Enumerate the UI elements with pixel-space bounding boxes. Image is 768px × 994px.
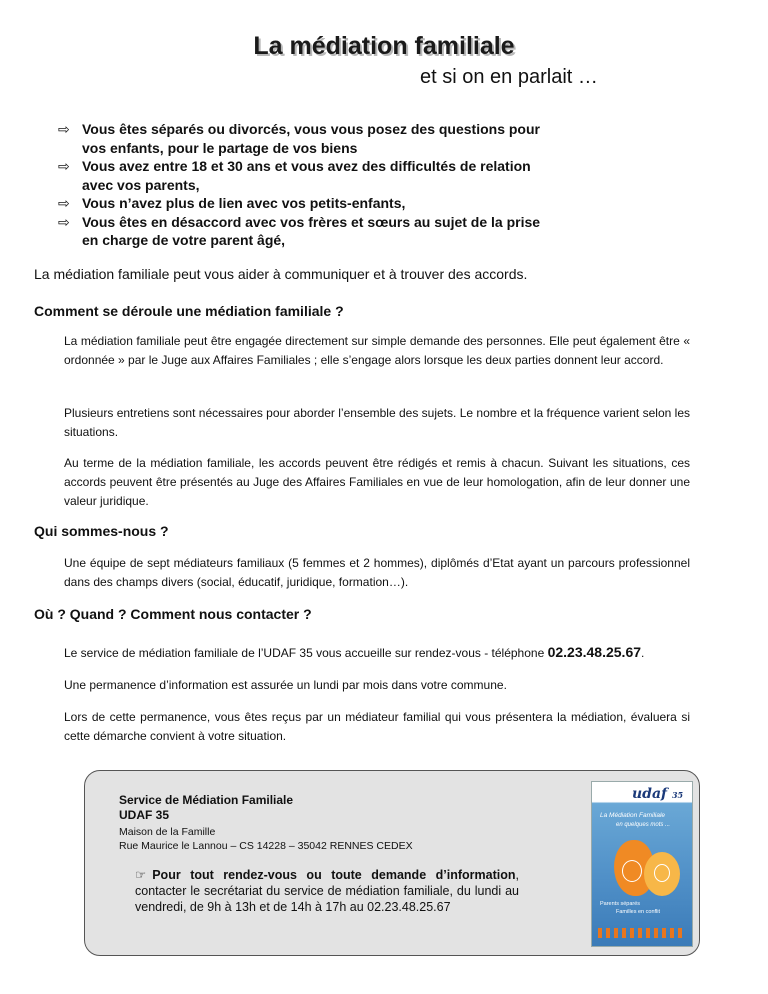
brochure-tagline [600, 900, 660, 916]
arrow-right-outline-icon: ⇨ [58, 121, 70, 137]
people-silhouettes-icon [598, 928, 686, 938]
tagline-line: Parents séparés [600, 901, 641, 907]
contact-note [135, 867, 519, 915]
paragraph: Plusieurs entretiens sont nécessaires pour aborder l’ensemble des sujets. Le nombre et la fréquence varient selon les situations. [64, 406, 690, 439]
phone-number: 02.23.48.25.67 [547, 644, 642, 660]
note-lead: Pour tout rendez-vous ou toute demande d’information [152, 868, 516, 882]
page-title: La médiation familiale [253, 32, 515, 60]
contact-text: Le service de médiation familiale de l’UDAF 35 vous accueille sur rendez-vous - téléphone [64, 646, 545, 660]
list-item [58, 194, 558, 213]
list-item [58, 120, 558, 157]
brochure-image [591, 781, 693, 947]
box-title [119, 793, 293, 823]
arrow-right-outline-icon: ⇨ [58, 158, 70, 174]
figure-icon [622, 860, 642, 882]
section-heading-qui: Qui sommes-nous ? [34, 523, 169, 539]
address-line: Maison de la Famille [119, 826, 216, 838]
list-item [58, 213, 558, 250]
paragraph [64, 643, 690, 663]
paragraph: Une permanence d’information est assurée un lundi par mois dans votre commune. [64, 678, 507, 692]
paragraph: La médiation familiale peut être engagée directement sur simple demande des personnes. Elle peut également être « ordonnée » par le Juge aux Affaires Familiales ; elle s’engage alors lorsque les deux parties donnent leur accord. [64, 334, 690, 367]
bullet-list [58, 120, 558, 250]
note-rest: , contacter le secrétariat du service de médiation familiale, du lundi au vendredi, de 9h à 13h et de 14h à 17h au 02.23.48.25.67 [135, 868, 519, 914]
pointing-hand-icon: ☞ [135, 868, 147, 882]
list-item-text: Vous n’avez plus de lien avec vos petits-enfants, [82, 195, 406, 211]
list-item-text: Vous avez entre 18 et 30 ans et vous avez des difficultés de relation avec vos parents, [82, 158, 531, 193]
section-heading-deroule: Comment se déroule une médiation familiale ? [34, 303, 344, 319]
list-item-text: Vous êtes en désaccord avec vos frères et sœurs au sujet de la prise en charge de votre parent âgé, [82, 213, 541, 248]
service-name: Service de Médiation Familiale [119, 793, 294, 807]
figure-icon [654, 864, 670, 882]
brochure-title: La Médiation Familiale [600, 812, 666, 819]
brochure-subtitle: en quelques mots ... [616, 822, 671, 828]
logo-number: 35 [671, 790, 684, 800]
service-org: UDAF 35 [119, 808, 170, 822]
page-subtitle: et si on en parlait … [420, 66, 598, 88]
contact-box [84, 770, 700, 956]
address [119, 825, 413, 853]
udaf-logo [632, 786, 683, 802]
paragraph: Au terme de la médiation familiale, les accords peuvent être rédigés et remis à chacun. Suivant les situations, ces accords peuvent être présentés au Juge des Affaires Familiales en vue de leur homologation, afin de leur donner une valeur juridique. [64, 456, 690, 508]
contact-text-end: . [641, 646, 645, 660]
intro-text: La médiation familiale peut vous aider à communiquer et à trouver des accords. [34, 266, 528, 282]
arrow-right-outline-icon: ⇨ [58, 213, 70, 230]
arrow-right-outline-icon: ⇨ [58, 195, 70, 211]
list-item [58, 157, 558, 194]
tagline-line: Familles en conflit [616, 909, 661, 915]
paragraph: Lors de cette permanence, vous êtes reçus par un médiateur familial qui vous présentera la médiation, évaluera si cette démarche convient à votre situation. [64, 710, 690, 743]
paragraph: Une équipe de sept médiateurs familiaux (5 femmes et 2 hommes), diplômés d’Etat ayant un parcours professionnel dans des champs divers (social, éducatif, juridique, formation…). [64, 556, 690, 589]
section-heading-contact: Où ? Quand ? Comment nous contacter ? [34, 606, 312, 622]
address-line: Rue Maurice le Lannou – CS 14228 – 35042 RENNES CEDEX [119, 840, 413, 852]
logo-text: udaf [632, 786, 668, 802]
list-item-text: Vous êtes séparés ou divorcés, vous vous posez des questions pour vos enfants, pour le partage de vos biens [82, 121, 540, 156]
